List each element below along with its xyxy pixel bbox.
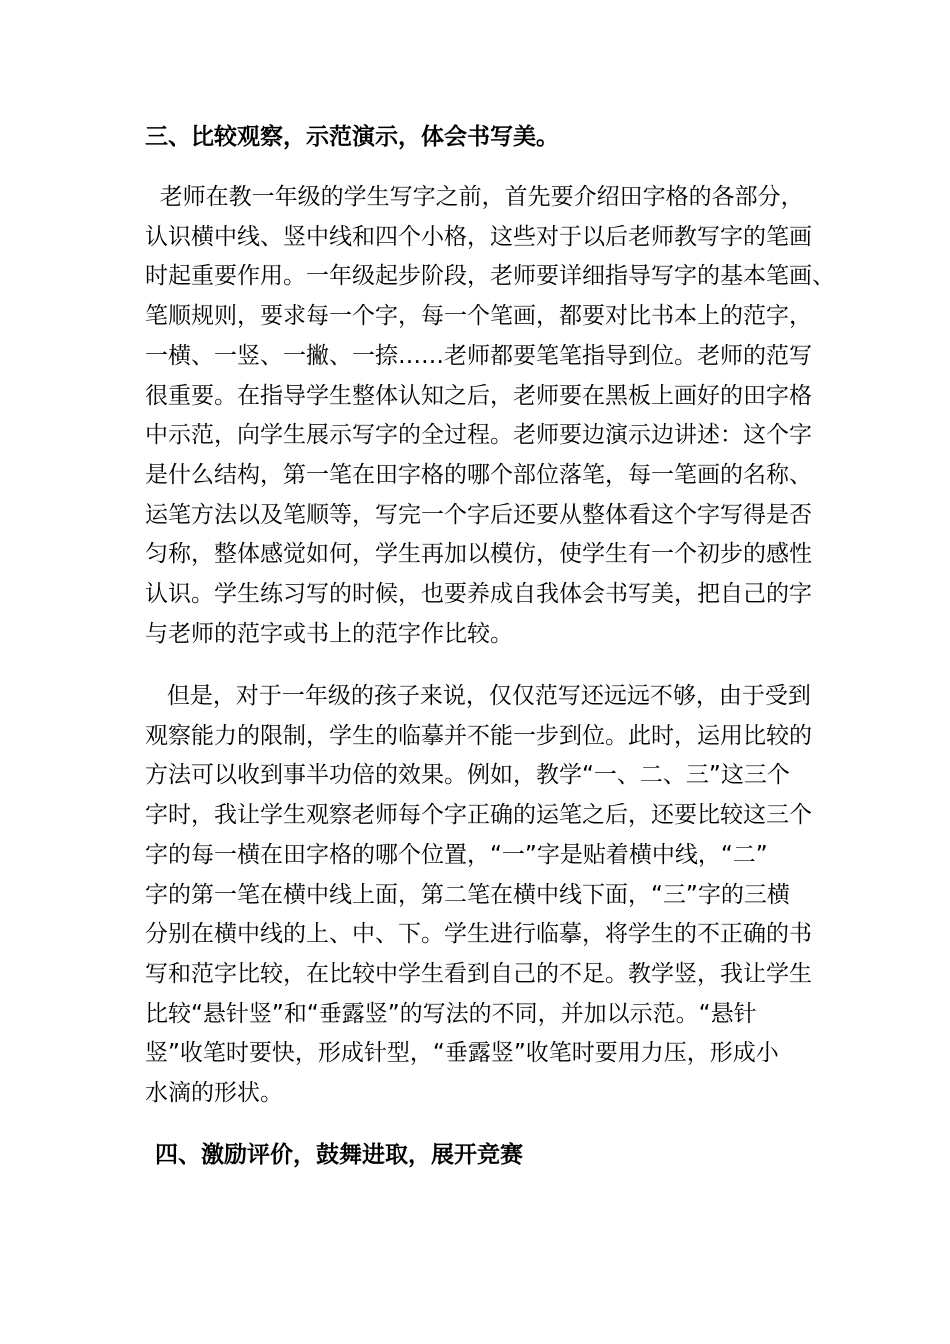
paragraph-line: 字时，我让学生观察老师每个字正确的运笔之后，还要比较这三个: [145, 802, 812, 829]
paragraph-line: 时起重要作用。一年级起步阶段，老师要详细指导写字的基本笔画、: [145, 263, 835, 290]
paragraph-line: 但是，对于一年级的孩子来说，仅仅范写还远远不够，由于受到: [145, 683, 811, 709]
paragraph-line: 认识。学生练习写的时候，也要养成自我体会书写美，把自己的字: [145, 581, 812, 608]
paragraph-line: 竖”收笔时要快，形成针型，“垂露竖”收笔时要用力压，形成小: [145, 1040, 779, 1067]
paragraph-line: 观察能力的限制，学生的临摹并不能一步到位。此时，运用比较的: [145, 722, 812, 749]
paragraph-line: 很重要。在指导学生整体认知之后，老师要在黑板上画好的田字格: [145, 382, 812, 409]
paragraph-line: 中示范，向学生展示写字的全过程。老师要边演示边讲述：这个字: [145, 422, 812, 449]
paragraph-line: 比较“悬针竖”和“垂露竖”的写法的不同，并加以示范。“悬针: [145, 1000, 757, 1027]
section-heading-four: 四、激励评价，鼓舞进取，展开竞赛: [155, 1142, 523, 1168]
paragraph-line: 笔顺规则，要求每一个字，每一个笔画，都要对比书本上的范字，: [145, 303, 812, 330]
section-heading-three: 三、比较观察，示范演示，体会书写美。: [145, 124, 559, 150]
paragraph-line: 认识横中线、竖中线和四个小格，这些对于以后老师教写字的笔画: [145, 223, 812, 250]
paragraph-line: 一横、一竖、一撇、一捺……老师都要笔笔指导到位。老师的范写: [145, 342, 812, 369]
paragraph-line: 与老师的范字或书上的范字作比较。: [145, 620, 513, 647]
paragraph-line: 写和范字比较，在比较中学生看到自己的不足。教学竖，我让学生: [145, 960, 812, 987]
paragraph-two: [145, 677, 815, 1114]
paragraph-line: 运笔方法以及笔顺等，写完一个字后还要从整体看这个字写得是否: [145, 501, 812, 528]
paragraph-line: 字的每一横在田字格的哪个位置，“一”字是贴着横中线，“二”: [145, 841, 768, 868]
paragraph-line: 方法可以收到事半功倍的效果。例如，教学“一、二、三”这三个: [145, 762, 790, 789]
paragraph-line: 匀称，整体感觉如何，学生再加以模仿，使学生有一个初步的感性: [145, 541, 812, 568]
paragraph-line: 字的第一笔在横中线上面，第二笔在横中线下面，“三”字的三横: [145, 881, 790, 908]
paragraph-line: 是什么结构，第一笔在田字格的哪个部位落笔，每一笔画的名称、: [145, 461, 812, 488]
paragraph-one: [145, 178, 835, 654]
paragraph-line: 老师在教一年级的学生写字之前，首先要介绍田字格的各部分，: [145, 184, 804, 210]
paragraph-line: 水滴的形状。: [145, 1080, 283, 1107]
paragraph-line: 分别在横中线的上、中、下。学生进行临摹，将学生的不正确的书: [145, 921, 812, 948]
